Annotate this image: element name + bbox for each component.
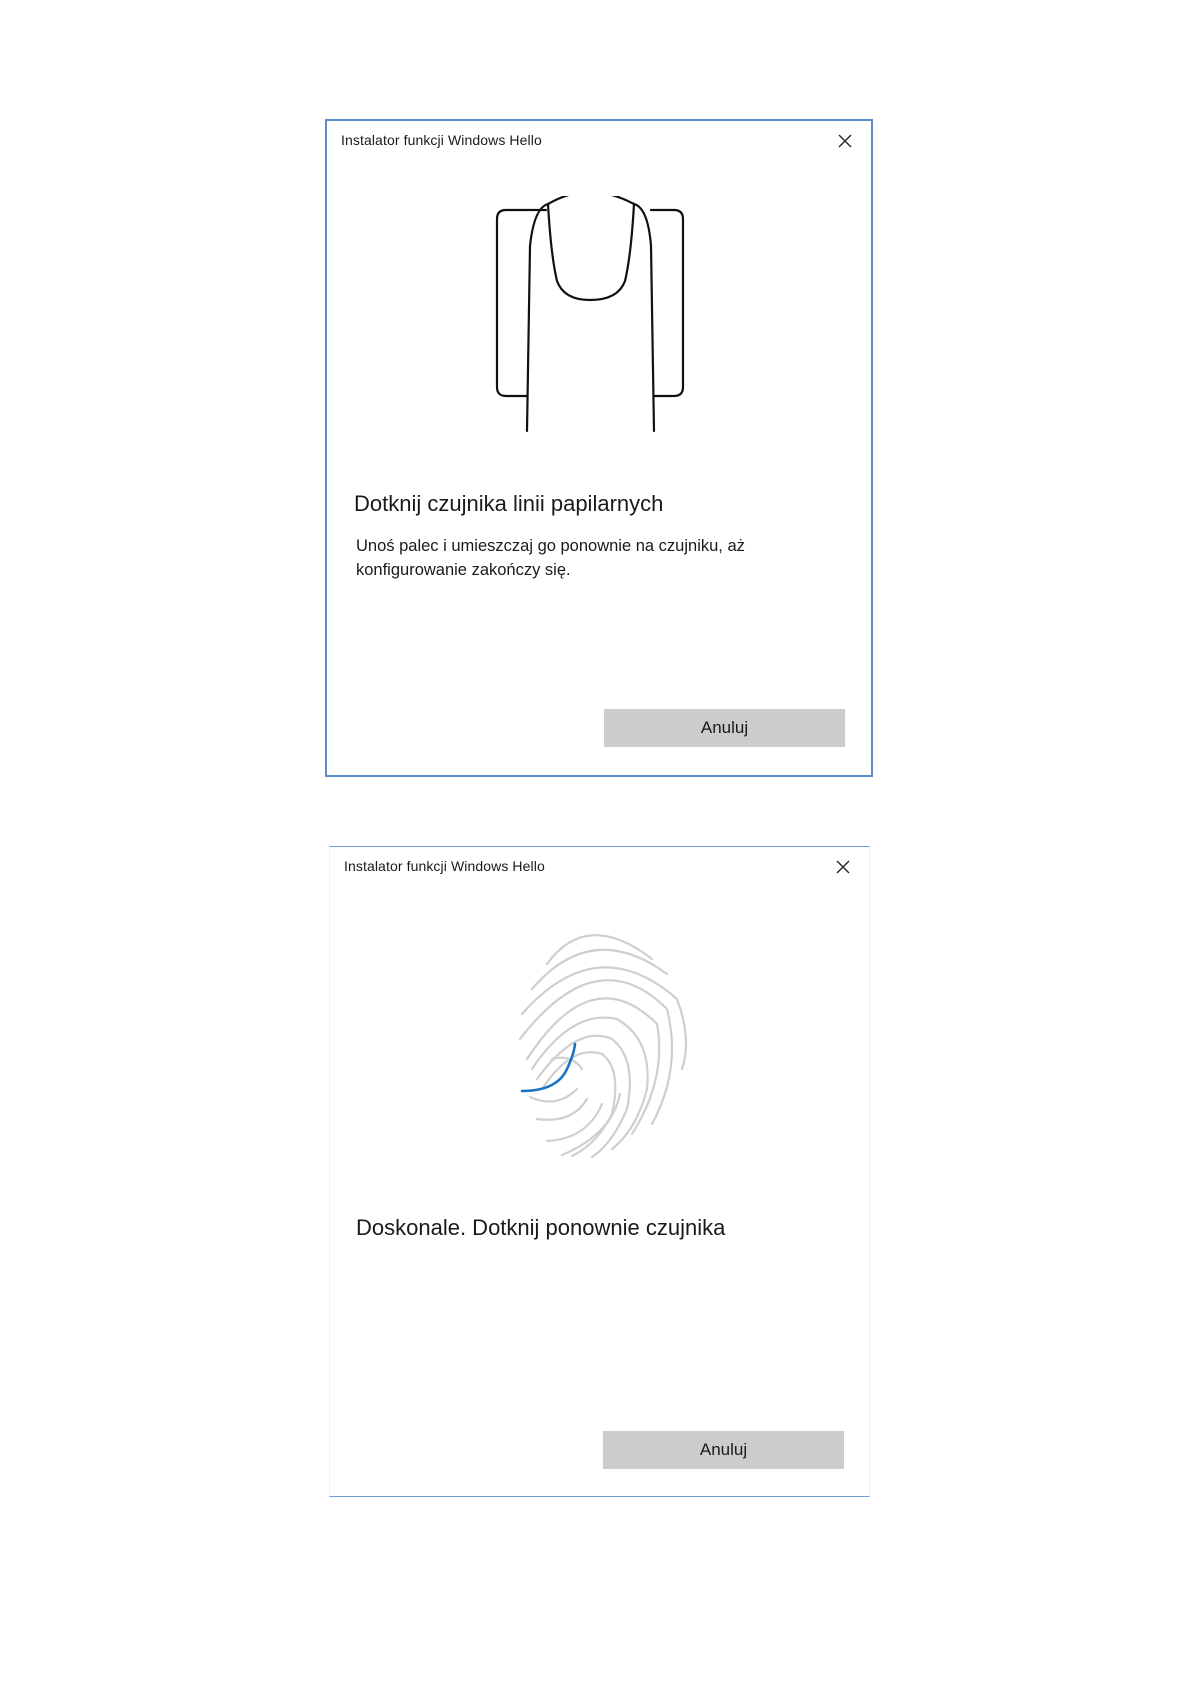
- window-title: Instalator funkcji Windows Hello: [344, 858, 545, 874]
- close-icon: [836, 860, 850, 874]
- finger-on-sensor-illustration: [494, 196, 704, 436]
- window-title: Instalator funkcji Windows Hello: [341, 132, 542, 148]
- cancel-button[interactable]: Anuluj: [603, 1431, 844, 1469]
- fingerprint-progress-icon: [502, 919, 692, 1169]
- windows-hello-dialog-progress: [329, 846, 870, 1497]
- close-button[interactable]: [831, 127, 859, 155]
- close-button[interactable]: [829, 853, 857, 881]
- cancel-button[interactable]: Anuluj: [604, 709, 845, 747]
- dialog-heading: Dotknij czujnika linii papilarnych: [354, 491, 664, 516]
- windows-hello-dialog-touch-sensor: [325, 119, 873, 777]
- dialog-heading: Doskonale. Dotknij ponownie czujnika: [356, 1215, 726, 1240]
- dialog-instructions: Unoś palec i umieszczaj go ponownie na czujniku, aż konfigurowanie zakończy się.: [356, 537, 745, 579]
- close-icon: [838, 134, 852, 148]
